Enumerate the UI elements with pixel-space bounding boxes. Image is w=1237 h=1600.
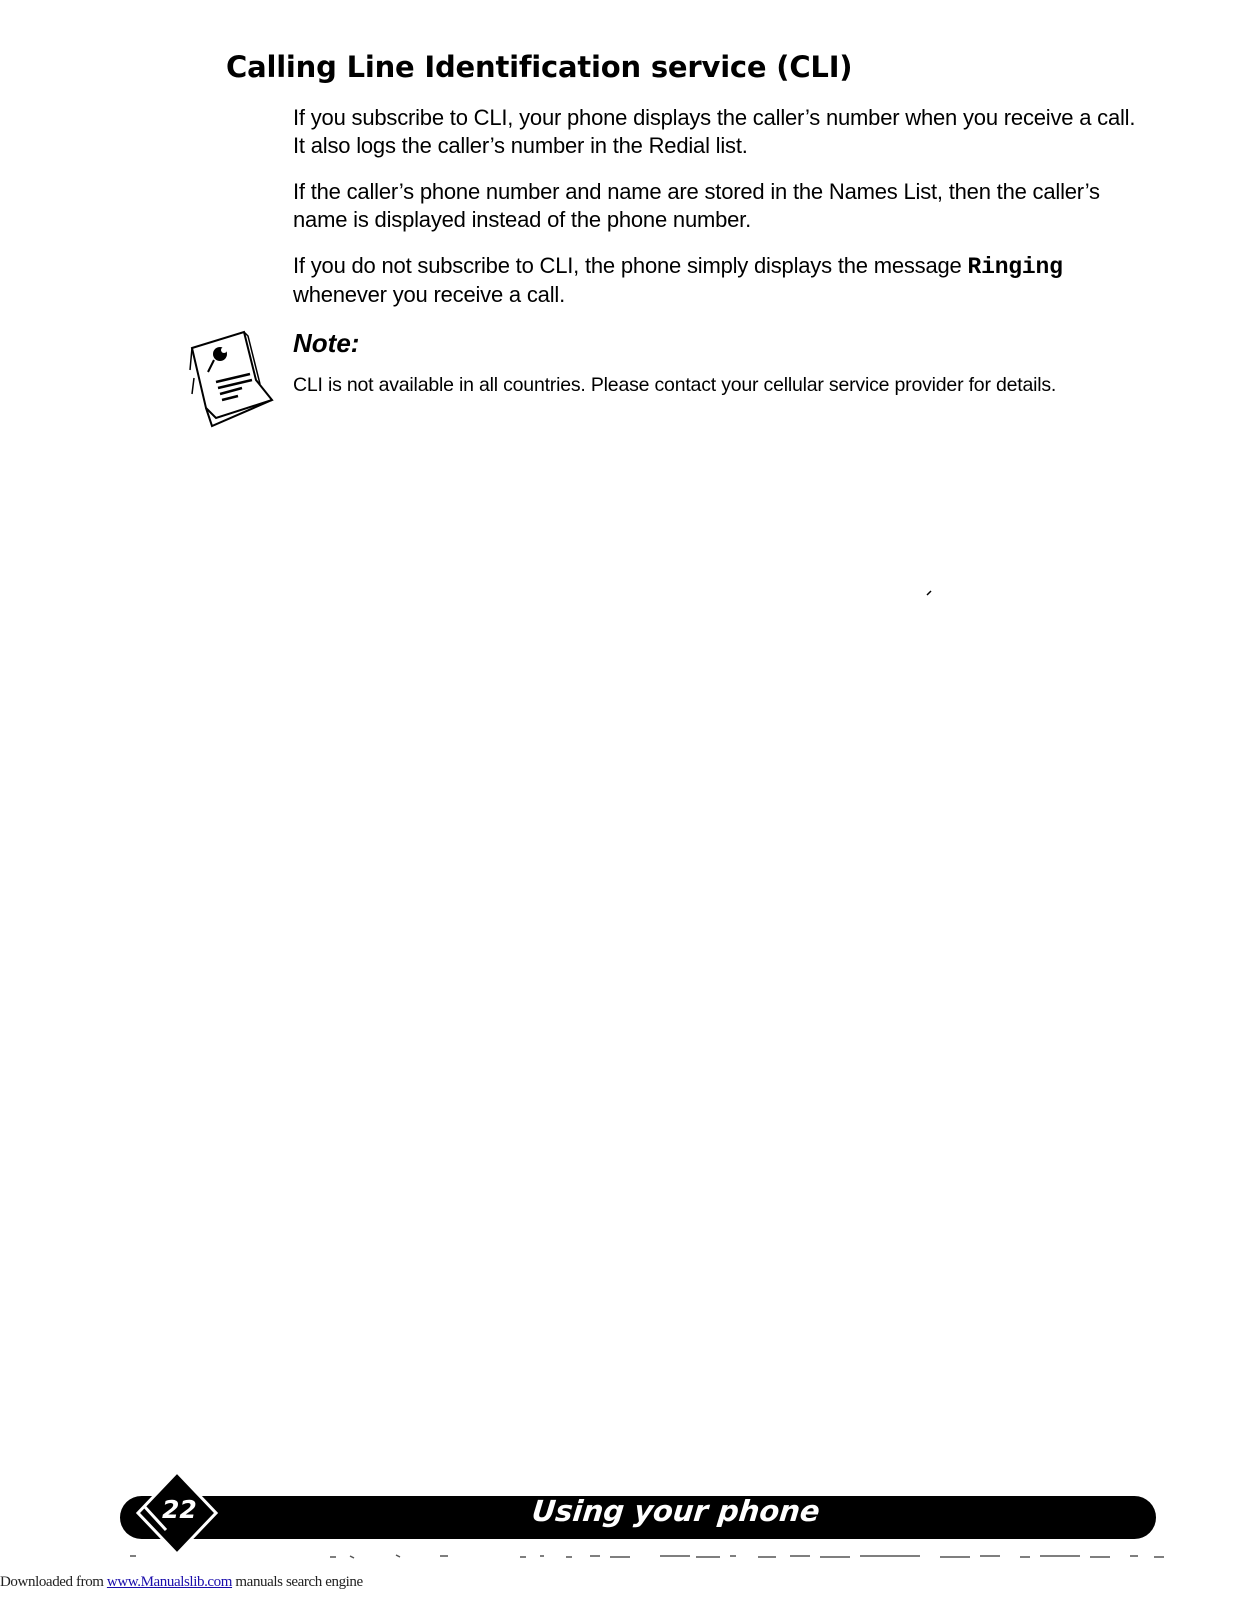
scan-speck <box>926 590 932 596</box>
cli-paragraph-3 <box>293 252 1143 309</box>
cli-paragraph-1: If you subscribe to CLI, your phone displays the caller’s number when you receive a call. It also logs the caller’s number in the Redial list. <box>293 105 1136 158</box>
note-title: Note: <box>293 328 360 358</box>
ringing-text-after: whenever you receive a call. <box>293 282 565 307</box>
ringing-text-before: If you do not subscribe to CLI, the phone simply displays the message <box>293 253 968 278</box>
page-number: 22 <box>162 1495 197 1524</box>
download-prefix: Downloaded from <box>0 1574 107 1590</box>
scan-noise-marks <box>130 1548 1170 1564</box>
manualslib-link[interactable]: www.Manualslib.com <box>106 1574 233 1590</box>
download-suffix: manuals search engine <box>232 1574 363 1590</box>
ringing-display-text: Ringing <box>967 254 1063 280</box>
note-body: CLI is not available in all countries. Please contact your cellular service provider for details. <box>293 374 1057 396</box>
download-notice <box>0 1574 363 1591</box>
cli-paragraph-2: If the caller’s phone number and name are stored in the Names List, then the caller’s name is displayed instead of the phone number. <box>293 179 1100 232</box>
footer-section-title: Using your phone <box>530 1494 822 1528</box>
section-heading: Calling Line Identification service (CLI) <box>226 50 853 84</box>
note-paper-icon <box>186 330 282 430</box>
